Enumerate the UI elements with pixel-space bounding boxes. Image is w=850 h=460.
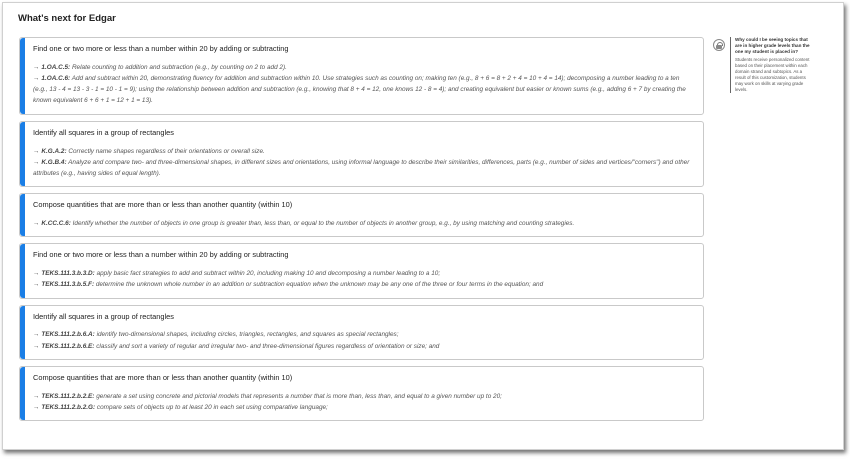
topic-card[interactable] — [19, 243, 704, 298]
standard-description: Add and subtract within 20, demonstrating fluency for addition and subtraction within 10. Use strategies such as counting on; making ten (e.g., 8 + 6 = 8 + 2 + 4 = 10 + 4 = 14); decomposing a number leading to a ten (e.g., 13 - 4 = 13 - 3 - 1 = 10 - 1 = 9); using the relationship between addition and subtraction (e.g., knowing that 8 + 4 = 12, one knows 12 - 8 = 4); and creating equivalent but easier or known sums (e.g., adding 6 + 7 by creating the known equivalent 6 + 6 + 1 = 12 + 1 = 13). — [33, 75, 686, 105]
info-text — [730, 37, 814, 93]
standard-code: TEKS.111.2.b.6.E: — [41, 342, 95, 350]
arrow-right-icon: → — [33, 342, 40, 350]
arrow-right-icon: → — [33, 220, 40, 228]
card-accent-bar — [20, 367, 25, 420]
info-answer: Students receive personalized content based on their placement within each domain strand and subtopics. As a result of this customization, students may work on skills at varying grade levels. — [735, 56, 810, 92]
card-accent-bar — [20, 306, 25, 359]
standard-code: K.G.A.2: — [41, 147, 67, 155]
standard-code: 1.OA.C.6: — [41, 75, 71, 83]
topic-card-list — [19, 37, 704, 427]
standard-item — [33, 329, 693, 340]
standard-description: classify and sort a variety of regular and irregular two- and three-dimensional figures regardless of orientation or size; and — [96, 342, 440, 350]
standard-item — [33, 62, 693, 73]
card-accent-bar — [20, 38, 25, 114]
topic-card[interactable] — [19, 121, 704, 187]
standard-code: K.CC.C.6: — [41, 220, 71, 228]
topic-card[interactable] — [19, 366, 704, 421]
standard-description: compare sets of objects up to at least 20 in each set using comparative language; — [96, 403, 328, 411]
standard-description: generate a set using concrete and pictorial models that represents a number that is more than, less than, and equal to a given number up to 20; — [96, 392, 502, 400]
recommendations-panel — [2, 2, 844, 450]
standard-item — [33, 218, 693, 229]
topic-title: Find one or two more or less than a number within 20 by adding or subtracting — [33, 44, 289, 53]
standard-item — [33, 341, 693, 352]
info-question: Why could I be seeing topics that are in higher grade levels than the one my student is placed in? — [735, 37, 810, 54]
arrow-right-icon: → — [33, 63, 40, 71]
arrow-right-icon: → — [33, 281, 40, 289]
topic-card[interactable] — [19, 305, 704, 360]
standard-item — [33, 157, 693, 179]
topic-card[interactable] — [19, 193, 704, 237]
arrow-right-icon: → — [33, 147, 40, 155]
standard-item — [33, 391, 693, 402]
arrow-right-icon: → — [33, 392, 40, 400]
standard-description: Correctly name shapes regardless of their orientations or overall size. — [68, 147, 265, 155]
lock-icon — [713, 39, 725, 51]
standard-code: K.G.B.4: — [41, 158, 67, 166]
card-accent-bar — [20, 194, 25, 236]
arrow-right-icon: → — [33, 270, 40, 278]
arrow-right-icon: → — [33, 331, 40, 339]
card-accent-bar — [20, 244, 25, 297]
standard-description: Analyze and compare two- and three-dimensional shapes, in different sizes and orientations, using informal language to describe their similarities, differences, parts (e.g., number of sides and vertices/"corners") and other attributes (e.g., having sides of equal length). — [33, 158, 690, 177]
standard-item — [33, 268, 693, 279]
standard-description: Relate counting to addition and subtraction (e.g., by counting on 2 to add 2). — [71, 63, 287, 71]
arrow-right-icon: → — [33, 403, 40, 411]
standard-code: TEKS.111.3.b.3.D: — [41, 270, 95, 278]
topic-title: Identify all squares in a group of rectangles — [33, 127, 174, 137]
arrow-right-icon: → — [33, 75, 40, 83]
standard-code: 1.OA.C.5: — [41, 63, 71, 71]
topic-title: Compose quantities that are more than or less than another quantity (within 10) — [33, 200, 293, 210]
topic-title: Compose quantities that are more than or less than another quantity (within 10) — [33, 372, 293, 382]
standard-code: TEKS.111.3.b.5.F: — [41, 281, 95, 289]
standard-item — [33, 73, 693, 107]
standard-item — [33, 402, 693, 413]
standard-item — [33, 279, 693, 290]
page-title: What's next for Edgar — [18, 13, 116, 24]
topic-card[interactable] — [19, 37, 704, 115]
card-accent-bar — [20, 122, 25, 186]
standard-description: identify two-dimensional shapes, including circles, triangles, rectangles, and squares as special rectangles; — [96, 331, 399, 339]
standard-code: TEKS.111.2.b.2.E: — [41, 392, 95, 400]
standard-description: Identify whether the number of objects in one group is greater than, less than, or equal to the number of objects in another group, e.g., by using matching and counting strategies. — [72, 220, 575, 228]
topic-title: Identify all squares in a group of rectangles — [33, 311, 174, 321]
standard-item — [33, 146, 693, 157]
standard-code: TEKS.111.2.b.2.G: — [41, 403, 96, 411]
arrow-right-icon: → — [33, 158, 40, 166]
standard-description: determine the unknown whole number in an addition or subtraction equation when the unknown may be any one of the three or four terms in the equation; and — [95, 281, 544, 289]
standard-description: apply basic fact strategies to add and subtract within 20, including making 10 and decomposing a number leading to a 10; — [96, 270, 441, 278]
topic-title: Find one or two more or less than a number within 20 by adding or subtracting — [33, 250, 289, 260]
standard-code: TEKS.111.2.b.6.A: — [41, 331, 95, 339]
